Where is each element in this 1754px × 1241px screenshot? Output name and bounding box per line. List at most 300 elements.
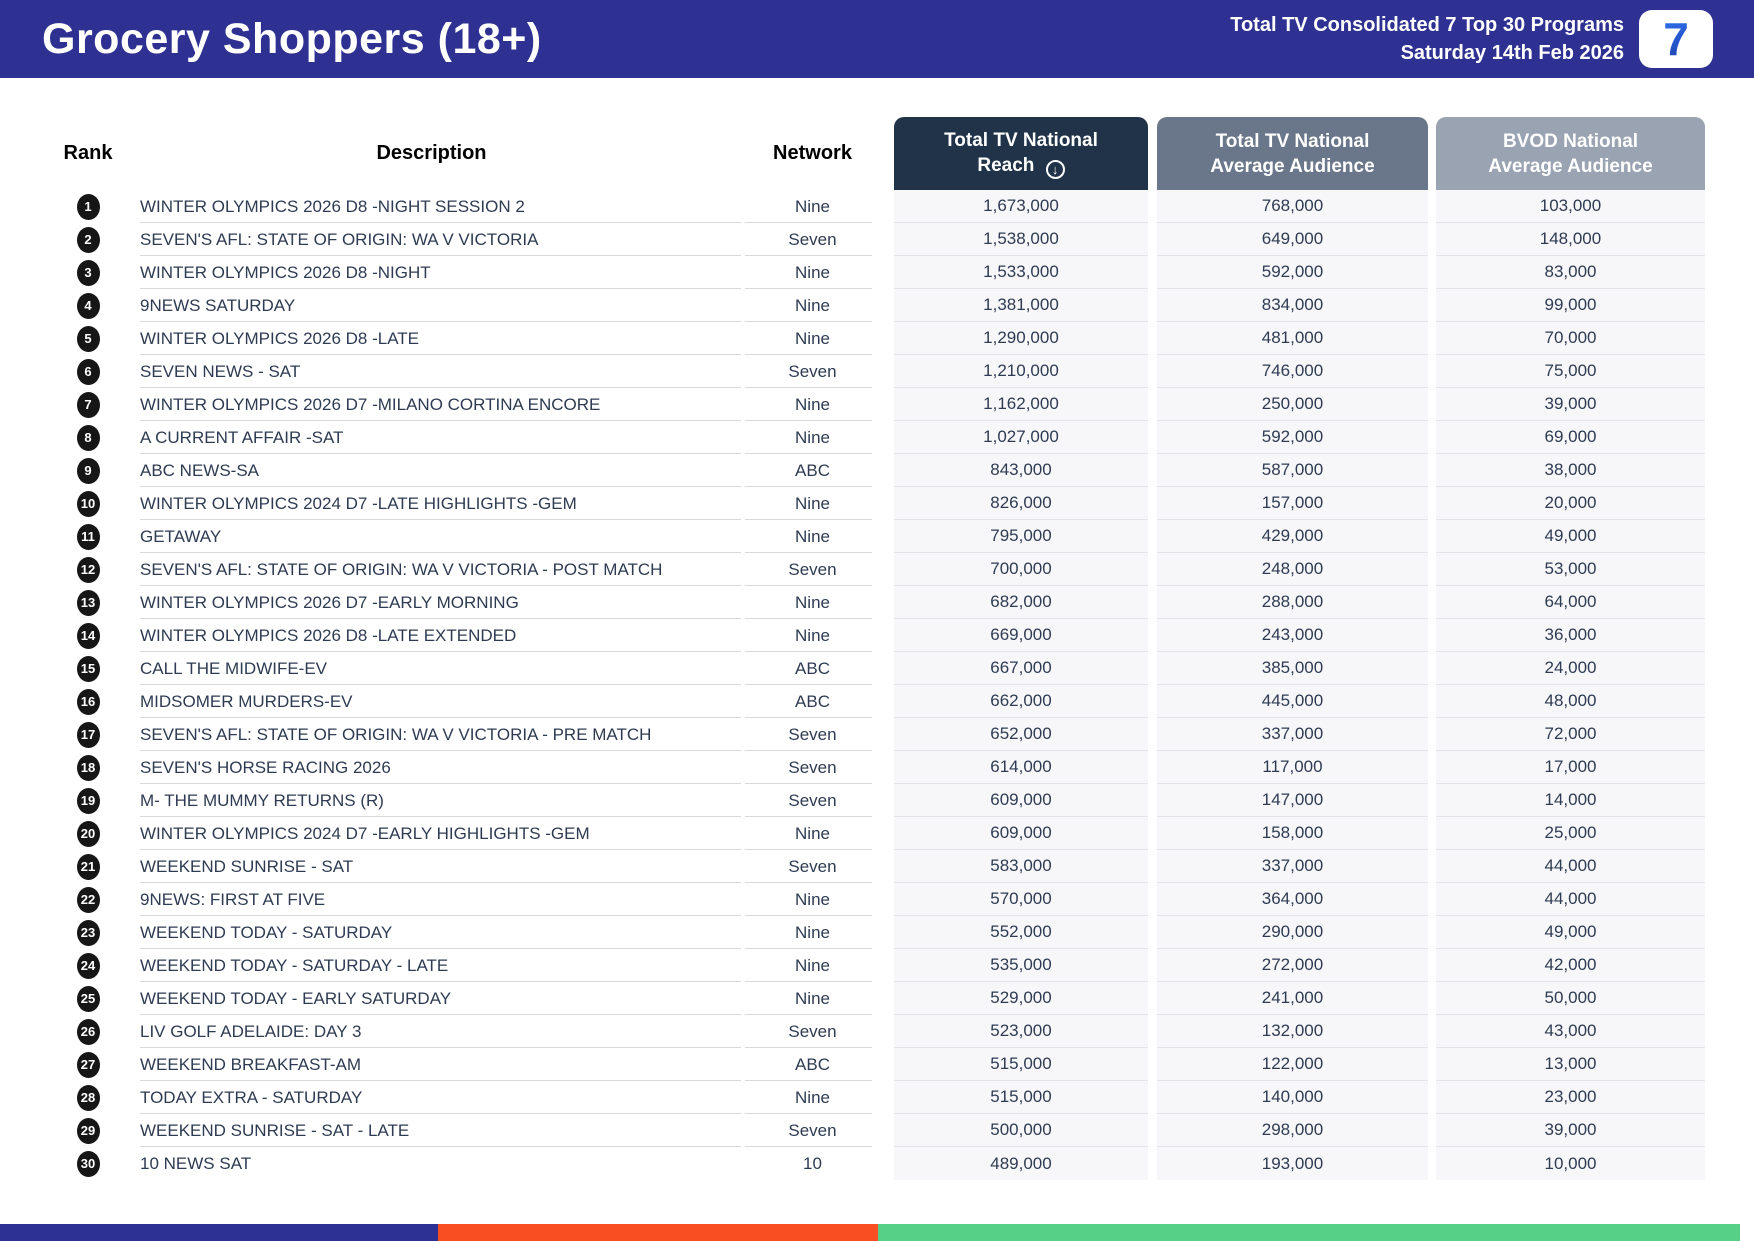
program-network: Nine <box>745 289 880 322</box>
rank-cell <box>58 355 118 388</box>
column-gutter <box>1148 982 1157 1015</box>
program-description: WEEKEND SUNRISE - SAT <box>118 850 745 883</box>
table-row <box>58 619 1705 652</box>
reach-header-label: Reach <box>977 155 1035 176</box>
column-gutter <box>1148 388 1157 421</box>
program-description: WINTER OLYMPICS 2026 D7 -EARLY MORNING <box>118 586 745 619</box>
program-network: ABC <box>745 1048 880 1081</box>
rank-badge: 16 <box>77 689 100 715</box>
total-tv-average-audience-value: 288,000 <box>1157 586 1428 619</box>
column-gutter <box>1428 949 1436 982</box>
column-gutter <box>1428 916 1436 949</box>
rank-cell <box>58 883 118 916</box>
column-gutter <box>1428 1048 1436 1081</box>
program-network: Nine <box>745 1081 880 1114</box>
total-tv-average-audience-value: 445,000 <box>1157 685 1428 718</box>
column-gutter <box>1148 421 1157 454</box>
total-tv-average-audience-value: 147,000 <box>1157 784 1428 817</box>
bvod-average-audience-value: 39,000 <box>1436 1114 1705 1147</box>
bvod-average-audience-value: 148,000 <box>1436 223 1705 256</box>
rank-cell <box>58 322 118 355</box>
column-gutter <box>1428 289 1436 322</box>
table-row <box>58 586 1705 619</box>
column-gutter <box>1148 520 1157 553</box>
column-gutter <box>880 553 894 586</box>
column-gutter <box>880 916 894 949</box>
table-row <box>58 190 1705 223</box>
program-description: ABC NEWS-SA <box>118 454 745 487</box>
total-tv-reach-value: 652,000 <box>894 718 1148 751</box>
program-description: TODAY EXTRA - SATURDAY <box>118 1081 745 1114</box>
total-tv-average-audience-value: 122,000 <box>1157 1048 1428 1081</box>
column-gutter <box>1428 520 1436 553</box>
column-gutter <box>880 355 894 388</box>
table-header-row <box>58 117 1705 190</box>
column-gutter <box>1428 685 1436 718</box>
column-gutter <box>880 1114 894 1147</box>
bvod-header-line1: BVOD National <box>1502 130 1639 152</box>
bvod-average-audience-value: 69,000 <box>1436 421 1705 454</box>
column-gutter <box>880 487 894 520</box>
bvod-average-audience-value: 38,000 <box>1436 454 1705 487</box>
bvod-average-audience-value: 53,000 <box>1436 553 1705 586</box>
bvod-average-audience-value: 49,000 <box>1436 520 1705 553</box>
rank-badge: 28 <box>77 1085 100 1111</box>
program-network: Seven <box>745 1114 880 1147</box>
bvod-average-audience-value: 10,000 <box>1436 1147 1705 1180</box>
col-header-rank: Rank <box>63 142 113 164</box>
total-tv-reach-value: 1,538,000 <box>894 223 1148 256</box>
table-row <box>58 454 1705 487</box>
total-tv-reach-value: 669,000 <box>894 619 1148 652</box>
program-network: ABC <box>745 454 880 487</box>
column-gutter <box>1428 388 1436 421</box>
rank-cell <box>58 817 118 850</box>
total-tv-average-audience-value: 132,000 <box>1157 1015 1428 1048</box>
program-description: LIV GOLF ADELAIDE: DAY 3 <box>118 1015 745 1048</box>
column-gutter <box>1148 223 1157 256</box>
total-tv-reach-value: 1,210,000 <box>894 355 1148 388</box>
column-gutter <box>880 223 894 256</box>
program-network: 10 <box>803 1153 822 1173</box>
column-gutter <box>1148 883 1157 916</box>
column-gutter <box>1428 817 1436 850</box>
program-network: Nine <box>745 190 880 223</box>
total-tv-average-audience-value: 649,000 <box>1157 223 1428 256</box>
program-description: WEEKEND SUNRISE - SAT - LATE <box>118 1114 745 1147</box>
program-network: Nine <box>745 388 880 421</box>
column-gutter <box>1428 751 1436 784</box>
total-tv-reach-value: 1,673,000 <box>894 190 1148 223</box>
column-gutter <box>880 982 894 1015</box>
col-header-total-tv-average-audience <box>1157 117 1428 190</box>
bvod-average-audience-value: 44,000 <box>1436 850 1705 883</box>
program-description: MIDSOMER MURDERS-EV <box>118 685 745 718</box>
program-network: Nine <box>745 619 880 652</box>
table-row <box>58 916 1705 949</box>
column-gutter <box>880 949 894 982</box>
column-gutter <box>1148 1081 1157 1114</box>
total-tv-reach-value: 795,000 <box>894 520 1148 553</box>
program-description: SEVEN'S AFL: STATE OF ORIGIN: WA V VICTORIA - POST MATCH <box>118 553 745 586</box>
rank-badge: 22 <box>77 887 100 913</box>
column-gutter <box>1428 256 1436 289</box>
column-gutter <box>1428 718 1436 751</box>
column-gutter <box>880 586 894 619</box>
rank-cell <box>58 421 118 454</box>
bvod-average-audience-value: 39,000 <box>1436 388 1705 421</box>
program-description: WINTER OLYMPICS 2026 D8 -LATE <box>118 322 745 355</box>
program-network: Seven <box>745 751 880 784</box>
rank-cell <box>58 1114 118 1147</box>
total-tv-average-audience-value: 364,000 <box>1157 883 1428 916</box>
rank-cell <box>58 850 118 883</box>
bvod-average-audience-value: 75,000 <box>1436 355 1705 388</box>
rank-badge: 17 <box>77 722 100 748</box>
rank-badge: 9 <box>77 458 100 484</box>
column-gutter <box>1148 850 1157 883</box>
table-row <box>58 256 1705 289</box>
total-tv-reach-value: 515,000 <box>894 1048 1148 1081</box>
program-description: WINTER OLYMPICS 2026 D8 -NIGHT SESSION 2 <box>118 190 745 223</box>
rank-cell <box>58 553 118 586</box>
table-row <box>58 949 1705 982</box>
program-network: Nine <box>745 883 880 916</box>
column-gutter <box>880 117 894 190</box>
table-row <box>58 652 1705 685</box>
total-tv-average-audience-value: 834,000 <box>1157 289 1428 322</box>
rank-cell <box>58 256 118 289</box>
program-description: CALL THE MIDWIFE-EV <box>118 652 745 685</box>
column-gutter <box>1148 784 1157 817</box>
column-gutter <box>1148 322 1157 355</box>
program-network: Seven <box>745 223 880 256</box>
bvod-average-audience-value: 43,000 <box>1436 1015 1705 1048</box>
footer-segment-blue <box>0 1224 438 1241</box>
bvod-average-audience-value: 20,000 <box>1436 487 1705 520</box>
column-gutter <box>880 1048 894 1081</box>
program-network: Nine <box>745 949 880 982</box>
program-description: SEVEN'S AFL: STATE OF ORIGIN: WA V VICTORIA <box>118 223 745 256</box>
rank-badge: 30 <box>77 1151 100 1177</box>
bvod-average-audience-value: 83,000 <box>1436 256 1705 289</box>
rank-badge: 19 <box>77 788 100 814</box>
total-tv-reach-value: 583,000 <box>894 850 1148 883</box>
column-gutter <box>880 685 894 718</box>
total-tv-average-audience-value: 248,000 <box>1157 553 1428 586</box>
column-gutter <box>1148 652 1157 685</box>
total-tv-average-audience-value: 385,000 <box>1157 652 1428 685</box>
col-header-total-tv-reach[interactable] <box>894 117 1148 190</box>
table-row <box>58 223 1705 256</box>
column-gutter <box>1428 850 1436 883</box>
total-tv-reach-value: 609,000 <box>894 817 1148 850</box>
program-network: Nine <box>745 586 880 619</box>
total-tv-average-audience-value: 117,000 <box>1157 751 1428 784</box>
sort-descending-icon: ↓ <box>1046 160 1065 179</box>
total-tv-average-audience-value: 481,000 <box>1157 322 1428 355</box>
total-tv-average-audience-value: 250,000 <box>1157 388 1428 421</box>
rank-cell <box>58 487 118 520</box>
col-header-description: Description <box>376 142 487 164</box>
rank-badge: 25 <box>77 986 100 1012</box>
program-description: A CURRENT AFFAIR -SAT <box>118 421 745 454</box>
rank-badge: 24 <box>77 953 100 979</box>
column-gutter <box>880 520 894 553</box>
total-tv-reach-value: 614,000 <box>894 751 1148 784</box>
column-gutter <box>1148 289 1157 322</box>
report-subtitle-line1: Total TV Consolidated 7 Top 30 Programs <box>1230 14 1624 36</box>
column-gutter <box>1148 685 1157 718</box>
column-gutter <box>1148 751 1157 784</box>
program-network: Seven <box>745 1015 880 1048</box>
avg-header-line2: Average Audience <box>1210 155 1375 177</box>
column-gutter <box>1428 190 1436 223</box>
bvod-average-audience-value: 25,000 <box>1436 817 1705 850</box>
column-gutter <box>1148 817 1157 850</box>
footer-segment-orange <box>438 1224 878 1241</box>
footer-segment-green <box>878 1224 1740 1241</box>
rank-cell <box>58 223 118 256</box>
rank-cell <box>58 1015 118 1048</box>
table-row <box>58 883 1705 916</box>
page-title: Grocery Shoppers (18+) <box>42 15 542 63</box>
program-description: WINTER OLYMPICS 2024 D7 -LATE HIGHLIGHTS -GEM <box>118 487 745 520</box>
rank-badge: 14 <box>77 623 100 649</box>
program-description: 9NEWS: FIRST AT FIVE <box>118 883 745 916</box>
total-tv-reach-value: 1,027,000 <box>894 421 1148 454</box>
column-gutter <box>880 619 894 652</box>
column-gutter <box>880 718 894 751</box>
program-network: Nine <box>745 520 880 553</box>
column-gutter <box>880 784 894 817</box>
column-gutter <box>1428 421 1436 454</box>
rank-cell <box>58 1048 118 1081</box>
total-tv-average-audience-value: 241,000 <box>1157 982 1428 1015</box>
table-row <box>58 685 1705 718</box>
table-body <box>0 190 1754 1180</box>
reach-header-line1: Total TV National <box>944 130 1098 151</box>
column-gutter <box>1148 1015 1157 1048</box>
total-tv-reach-value: 570,000 <box>894 883 1148 916</box>
rank-badge: 7 <box>77 392 100 418</box>
total-tv-average-audience-value: 193,000 <box>1157 1147 1428 1180</box>
rank-cell <box>58 289 118 322</box>
table-row <box>58 421 1705 454</box>
rank-badge: 10 <box>77 491 100 517</box>
program-network: Nine <box>745 256 880 289</box>
total-tv-reach-value: 662,000 <box>894 685 1148 718</box>
total-tv-reach-value: 529,000 <box>894 982 1148 1015</box>
column-gutter <box>880 751 894 784</box>
total-tv-reach-value: 515,000 <box>894 1081 1148 1114</box>
rank-badge: 12 <box>77 557 100 583</box>
total-tv-average-audience-value: 272,000 <box>1157 949 1428 982</box>
total-tv-average-audience-value: 140,000 <box>1157 1081 1428 1114</box>
total-tv-reach-value: 609,000 <box>894 784 1148 817</box>
rank-badge: 8 <box>77 425 100 451</box>
column-gutter <box>1428 652 1436 685</box>
total-tv-reach-value: 489,000 <box>894 1147 1148 1180</box>
program-description: WEEKEND BREAKFAST-AM <box>118 1048 745 1081</box>
total-tv-average-audience-value: 337,000 <box>1157 850 1428 883</box>
program-network: Seven <box>745 718 880 751</box>
rank-cell <box>58 190 118 223</box>
table-row <box>58 982 1705 1015</box>
total-tv-reach-value: 1,162,000 <box>894 388 1148 421</box>
rank-cell <box>58 949 118 982</box>
program-description: GETAWAY <box>118 520 745 553</box>
bvod-average-audience-value: 70,000 <box>1436 322 1705 355</box>
rank-badge: 18 <box>77 755 100 781</box>
bvod-average-audience-value: 48,000 <box>1436 685 1705 718</box>
rank-cell <box>58 784 118 817</box>
table-row <box>58 1048 1705 1081</box>
rank-badge: 6 <box>77 359 100 385</box>
column-gutter <box>880 256 894 289</box>
rank-badge: 1 <box>77 194 100 220</box>
column-gutter <box>1148 487 1157 520</box>
program-network: ABC <box>745 685 880 718</box>
total-tv-reach-value: 700,000 <box>894 553 1148 586</box>
column-gutter <box>1148 190 1157 223</box>
column-gutter <box>1428 1114 1436 1147</box>
seven-network-logo <box>1639 10 1713 68</box>
column-gutter <box>1148 454 1157 487</box>
bvod-average-audience-value: 99,000 <box>1436 289 1705 322</box>
column-gutter <box>1428 355 1436 388</box>
column-gutter <box>880 652 894 685</box>
column-gutter <box>1428 1147 1436 1180</box>
program-network: Seven <box>745 850 880 883</box>
bvod-average-audience-value: 72,000 <box>1436 718 1705 751</box>
total-tv-reach-value: 500,000 <box>894 1114 1148 1147</box>
program-description: M- THE MUMMY RETURNS (R) <box>118 784 745 817</box>
column-gutter <box>1148 355 1157 388</box>
total-tv-average-audience-value: 746,000 <box>1157 355 1428 388</box>
rank-badge: 27 <box>77 1052 100 1078</box>
program-description: WINTER OLYMPICS 2024 D7 -EARLY HIGHLIGHTS -GEM <box>118 817 745 850</box>
total-tv-reach-value: 535,000 <box>894 949 1148 982</box>
rank-badge: 3 <box>77 260 100 286</box>
column-gutter <box>1428 619 1436 652</box>
column-gutter <box>1428 487 1436 520</box>
table-row <box>58 784 1705 817</box>
program-description: WEEKEND TODAY - EARLY SATURDAY <box>118 982 745 1015</box>
total-tv-average-audience-value: 157,000 <box>1157 487 1428 520</box>
rank-cell <box>58 916 118 949</box>
rank-badge: 20 <box>77 821 100 847</box>
table-row <box>58 520 1705 553</box>
avg-header-line1: Total TV National <box>1215 130 1370 152</box>
bvod-average-audience-value: 36,000 <box>1436 619 1705 652</box>
program-network: Nine <box>745 487 880 520</box>
footer-color-bar <box>0 1224 1754 1241</box>
column-gutter <box>1148 256 1157 289</box>
rank-cell <box>58 652 118 685</box>
table-row <box>58 289 1705 322</box>
program-network: Nine <box>745 817 880 850</box>
column-gutter <box>1428 784 1436 817</box>
column-gutter <box>1148 1048 1157 1081</box>
column-gutter <box>1428 223 1436 256</box>
column-gutter <box>1428 553 1436 586</box>
program-description: SEVEN'S AFL: STATE OF ORIGIN: WA V VICTORIA - PRE MATCH <box>118 718 745 751</box>
bvod-average-audience-value: 50,000 <box>1436 982 1705 1015</box>
rank-cell <box>58 685 118 718</box>
total-tv-reach-value: 552,000 <box>894 916 1148 949</box>
column-gutter <box>1148 916 1157 949</box>
bvod-header-line2: Average Audience <box>1488 155 1653 177</box>
column-gutter <box>880 190 894 223</box>
rank-cell <box>58 718 118 751</box>
column-gutter <box>880 1147 894 1180</box>
column-gutter <box>1148 949 1157 982</box>
total-tv-average-audience-value: 290,000 <box>1157 916 1428 949</box>
column-gutter <box>880 454 894 487</box>
reach-header-line2 <box>977 153 1064 179</box>
program-network: Seven <box>745 784 880 817</box>
column-gutter <box>880 322 894 355</box>
program-network: Seven <box>745 355 880 388</box>
total-tv-average-audience-value: 592,000 <box>1157 421 1428 454</box>
column-gutter <box>1148 1114 1157 1147</box>
table-row <box>58 751 1705 784</box>
program-description: 9NEWS SATURDAY <box>118 289 745 322</box>
column-gutter <box>1148 586 1157 619</box>
total-tv-average-audience-value: 587,000 <box>1157 454 1428 487</box>
program-description: WEEKEND TODAY - SATURDAY - LATE <box>118 949 745 982</box>
table-row <box>58 718 1705 751</box>
total-tv-average-audience-value: 592,000 <box>1157 256 1428 289</box>
column-gutter <box>1428 1081 1436 1114</box>
total-tv-reach-value: 1,290,000 <box>894 322 1148 355</box>
total-tv-average-audience-value: 429,000 <box>1157 520 1428 553</box>
column-gutter <box>1428 454 1436 487</box>
column-gutter <box>880 1015 894 1048</box>
column-gutter <box>880 817 894 850</box>
program-description: WINTER OLYMPICS 2026 D8 -LATE EXTENDED <box>118 619 745 652</box>
bvod-average-audience-value: 14,000 <box>1436 784 1705 817</box>
bvod-average-audience-value: 13,000 <box>1436 1048 1705 1081</box>
column-gutter <box>1148 1147 1157 1180</box>
table-row <box>58 1114 1705 1147</box>
bvod-average-audience-value: 23,000 <box>1436 1081 1705 1114</box>
table-row <box>58 553 1705 586</box>
bvod-average-audience-value: 42,000 <box>1436 949 1705 982</box>
column-gutter <box>1428 982 1436 1015</box>
column-gutter <box>880 421 894 454</box>
program-network: Nine <box>745 322 880 355</box>
total-tv-average-audience-value: 158,000 <box>1157 817 1428 850</box>
bvod-average-audience-value: 64,000 <box>1436 586 1705 619</box>
total-tv-average-audience-value: 243,000 <box>1157 619 1428 652</box>
column-gutter <box>1148 718 1157 751</box>
program-network: Seven <box>745 553 880 586</box>
column-gutter <box>880 850 894 883</box>
rank-cell <box>58 751 118 784</box>
table-row <box>58 487 1705 520</box>
column-gutter <box>1428 117 1436 190</box>
rank-badge: 15 <box>77 656 100 682</box>
column-gutter <box>880 883 894 916</box>
total-tv-reach-value: 826,000 <box>894 487 1148 520</box>
bvod-average-audience-value: 103,000 <box>1436 190 1705 223</box>
rank-cell <box>58 520 118 553</box>
table-row <box>58 388 1705 421</box>
bvod-average-audience-value: 49,000 <box>1436 916 1705 949</box>
total-tv-reach-value: 843,000 <box>894 454 1148 487</box>
